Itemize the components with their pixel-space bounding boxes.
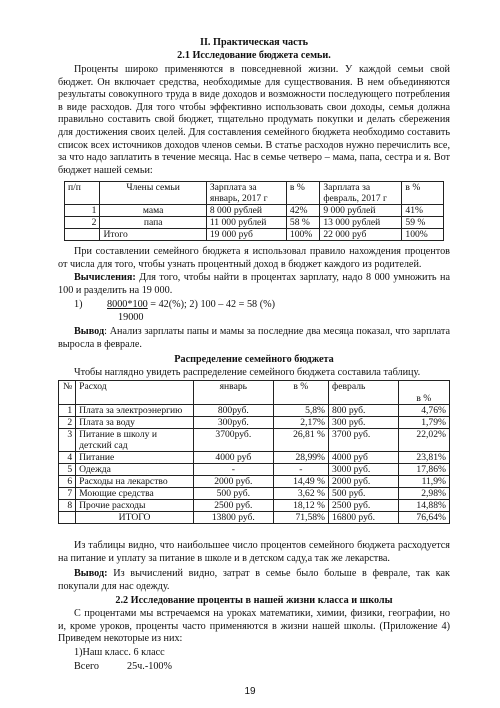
table-row xyxy=(59,429,450,452)
table-row xyxy=(59,452,450,464)
family-income-table xyxy=(64,181,444,241)
table-header-row xyxy=(65,182,444,205)
formula-numerator: 8000*100 xyxy=(107,299,148,310)
conclusion-text: : Анализ зарплаты папы и мамы за последние два месяца показал, что зарплата выросла в феврале. xyxy=(58,326,450,350)
paragraph-conclusion-2 xyxy=(58,568,450,593)
table-cell: 4,76% xyxy=(398,405,449,417)
table-cell: 58 % xyxy=(286,217,319,229)
table-cell: 3700руб. xyxy=(194,429,274,452)
table-cell xyxy=(59,512,76,524)
table-cell: Плата за электроэнергию xyxy=(76,405,194,417)
table-cell: 3 xyxy=(59,429,76,452)
table-header-cell: в % xyxy=(273,381,328,405)
budget-distribution-table xyxy=(58,380,450,524)
table-cell: 41% xyxy=(402,205,444,217)
paragraph-school: С процентами мы встречаемся на уроках математики, химии, физики, географии, но и, кроме уроков, проценты часто применяются в жизни нашей школы. (Приложение 4) Приведем некоторые из них: xyxy=(58,608,450,645)
table-row xyxy=(59,464,450,476)
formula-line xyxy=(107,299,275,310)
table-cell: Одежда xyxy=(76,464,194,476)
list-item-total xyxy=(74,661,374,674)
paragraph-method: При составлении семейного бюджета я использовал правило нахождения процентов от числа для того, чтобы узнать процентный доход в бюджет каждого из родителей. xyxy=(58,246,450,270)
table-cell: 1 xyxy=(65,205,100,217)
formula-denominator: 19000 xyxy=(118,312,144,323)
calculations-text: Для того, чтобы найти в процентах зарплату, надо 8 000 умножить на 100 и разделить на 19 000. xyxy=(58,272,450,296)
table-cell: 16800 руб. xyxy=(329,512,399,524)
table-cell: 71,58% xyxy=(273,512,328,524)
table-cell: Расходы на лекарство xyxy=(76,476,194,488)
table-header-cell: Расход xyxy=(76,381,194,405)
table-cell: 7 xyxy=(59,488,76,500)
table-cell: 5,8% xyxy=(273,405,328,417)
table-header-cell: февраль xyxy=(329,381,399,405)
table-cell: 100% xyxy=(286,229,319,241)
table-row xyxy=(65,205,444,217)
table-header-cell: в % xyxy=(286,182,319,205)
table-header-cell: Члены семьи xyxy=(100,182,206,205)
paragraph-conclusion-1 xyxy=(58,326,450,351)
table-cell: Питание в школу и детский сад xyxy=(76,429,194,452)
table-header-cell: п/п xyxy=(65,182,100,205)
table-cell: 13800 руб. xyxy=(194,512,274,524)
table-cell: 2 xyxy=(59,417,76,429)
table-cell: 300 руб. xyxy=(329,417,399,429)
table-cell: 11,9% xyxy=(398,476,449,488)
total-value: 25ч.-100% xyxy=(126,661,173,672)
conclusion-text: Из вычислений видно, затрат в семье было больше в феврале, так как покупали для нас одежду. xyxy=(58,568,450,592)
table-cell: 500 руб. xyxy=(329,488,399,500)
table-cell: 2 xyxy=(65,217,100,229)
section-heading: II. Практическая часть xyxy=(200,37,308,48)
table-cell: 2,17% xyxy=(273,417,328,429)
table-cell: Плата за воду xyxy=(76,417,194,429)
table-cell: Моющие средства xyxy=(76,488,194,500)
table-header-cell: январь xyxy=(194,381,274,405)
table-cell: 18,12 % xyxy=(273,500,328,512)
table-cell: 500 руб. xyxy=(194,488,274,500)
table-row xyxy=(59,405,450,417)
table-cell: 4000 руб xyxy=(194,452,274,464)
subsection-heading-2-2: 2.2 Исследование проценты в нашей жизни класса и школы xyxy=(115,595,393,606)
table-row xyxy=(59,417,450,429)
table-cell: 4 xyxy=(59,452,76,464)
conclusion-label: Вывод: xyxy=(74,568,108,579)
table-row xyxy=(59,488,450,500)
table-cell: 22,02% xyxy=(398,429,449,452)
table-cell xyxy=(65,229,100,241)
table-cell: 42% xyxy=(286,205,319,217)
table-cell: 14,49 % xyxy=(273,476,328,488)
table-cell: 76,64% xyxy=(398,512,449,524)
paragraph-table-analysis: Из таблицы видно, что наибольшее число процентов семейного бюджета расходуется на питание и уплату за питание в школе и в детском саду,а так же лекарства. xyxy=(58,540,450,564)
table-cell: 5 xyxy=(59,464,76,476)
table-cell: 26,81 % xyxy=(273,429,328,452)
table-cell: - xyxy=(194,464,274,476)
table-row xyxy=(59,500,450,512)
table-cell: 9 000 рублей xyxy=(320,205,402,217)
table-header-cell: в % xyxy=(398,381,449,405)
table-cell: 2500 руб. xyxy=(329,500,399,512)
table-cell: 1,79% xyxy=(398,417,449,429)
table-cell: Прочие расходы xyxy=(76,500,194,512)
table-cell: 2000 руб. xyxy=(329,476,399,488)
table-cell: папа xyxy=(100,217,206,229)
table-cell: 2,98% xyxy=(398,488,449,500)
table-cell: 11 000 рублей xyxy=(206,217,286,229)
paragraph-calculations xyxy=(58,272,450,297)
table-cell: Питание xyxy=(76,452,194,464)
table-cell: 17,86% xyxy=(398,464,449,476)
table-cell: 14,88% xyxy=(398,500,449,512)
table-cell: мама xyxy=(100,205,206,217)
table-cell: 1 xyxy=(59,405,76,417)
page-number: 19 xyxy=(244,686,256,697)
table-cell: 28,99% xyxy=(273,452,328,464)
table-cell: - xyxy=(273,464,328,476)
table-cell: 8 000 рублей xyxy=(206,205,286,217)
table-cell: 4000 руб xyxy=(329,452,399,464)
table-cell: 800руб. xyxy=(194,405,274,417)
total-label: Всего xyxy=(74,661,99,672)
table-row xyxy=(59,512,450,524)
table-cell: 100% xyxy=(402,229,444,241)
table-header-cell: в % xyxy=(402,182,444,205)
table-cell: 300руб. xyxy=(194,417,274,429)
formula-index-1: 1) xyxy=(74,299,83,310)
table-cell: 19 000 руб xyxy=(206,229,286,241)
table-cell: 8 xyxy=(59,500,76,512)
paragraph-intro: Проценты широко применяются в повседневной жизни. У каждой семьи свой бюджет. Он включает средства, необходимые для существования. В нем объединяются результаты совокупного труда в виде доходов и возможности последующего потребления в виде расходов. Для того чтобы эффективно использовать свои доходы, семья должна правильно составить свой бюджет, тщательно продумать покупки и делать сбережения для достижения своих целей. Для составления семейного бюджета необходимо составить список всех источников доходов членов семьи. В статье расходов нужно перечислить все, за что надо заплатить в течение месяца. Нас в семье четверо – мама, папа, сестра и я. Вот бюджет нашей семьи: xyxy=(58,64,450,176)
table-cell: 13 000 рублей xyxy=(320,217,402,229)
table-row xyxy=(65,229,444,241)
paragraph-table-intro: Чтобы наглядно увидеть распределение семейного бюджета составила таблицу. xyxy=(74,367,421,378)
table-cell: 800 руб. xyxy=(329,405,399,417)
table-cell: 2500 руб. xyxy=(194,500,274,512)
distribution-heading: Распределение семейного бюджета xyxy=(174,354,334,365)
table-cell: 3000 руб. xyxy=(329,464,399,476)
conclusion-label: Вывод xyxy=(74,326,105,337)
table-cell: 22 000 руб xyxy=(320,229,402,241)
table-header-cell: Зарплата за февраль, 2017 г xyxy=(320,182,402,205)
calculations-label: Вычисления: xyxy=(74,272,136,283)
list-item-class: 1)Наш класс. 6 класс xyxy=(74,647,165,658)
table-cell: 3,62 % xyxy=(273,488,328,500)
table-cell: 2000 руб. xyxy=(194,476,274,488)
table-cell: 59 % xyxy=(402,217,444,229)
table-cell: 6 xyxy=(59,476,76,488)
table-cell: 3700 руб. xyxy=(329,429,399,452)
subsection-heading-2-1: 2.1 Исследование бюджета семьи. xyxy=(177,50,331,61)
table-row xyxy=(59,476,450,488)
table-cell: Итого xyxy=(100,229,206,241)
table-cell: 23,81% xyxy=(398,452,449,464)
table-cell: ИТОГО xyxy=(76,512,194,524)
formula-rest: = 42(%); 2) 100 – 42 = 58 (%) xyxy=(147,299,275,310)
table-header-cell: № xyxy=(59,381,76,405)
table-header-cell: Зарплата за январь, 2017 г xyxy=(206,182,286,205)
table-header-row xyxy=(59,381,450,405)
table-row xyxy=(65,217,444,229)
